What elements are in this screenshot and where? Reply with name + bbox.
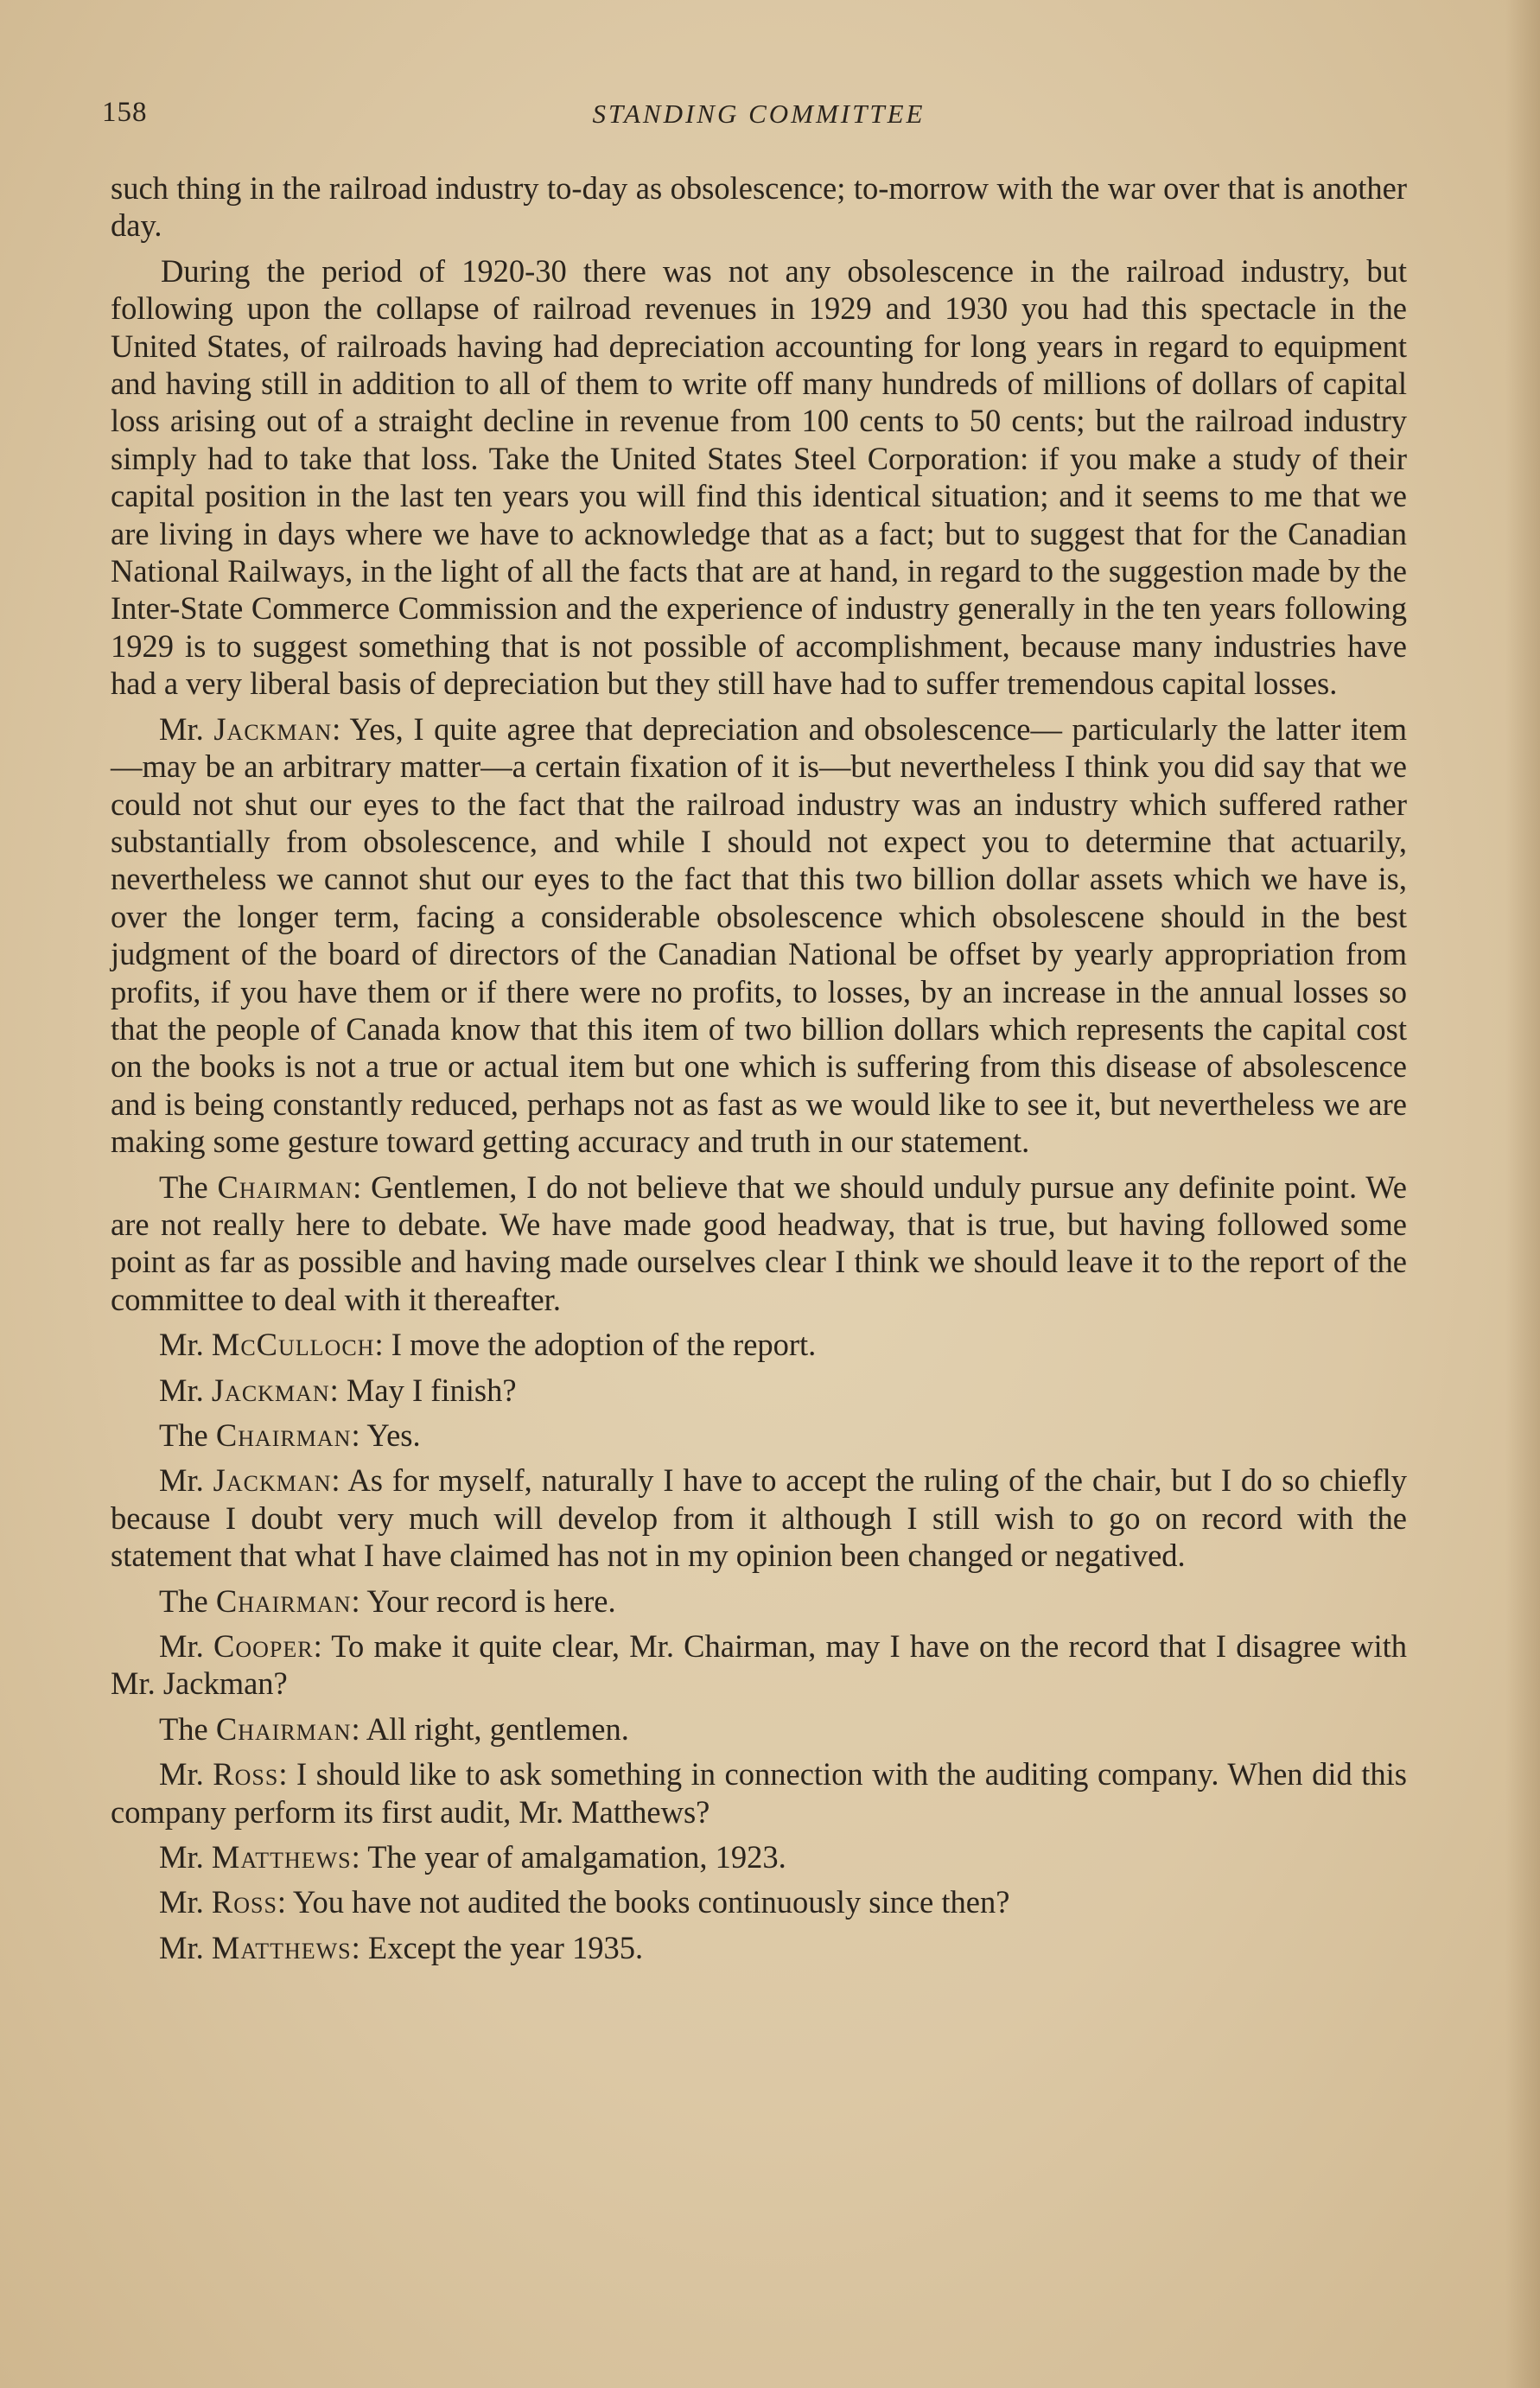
- speaker-name: Ross: [213, 1756, 279, 1793]
- speaker-prefix: Mr.: [159, 1929, 204, 1965]
- speech-chairman-1: The Chairman: Gentlemen, I do not believe that we should unduly pursue any definite point. We are not really here to debate. We have made good headway, that is true, but having followed some point as far as possible and having made ourselves clear I think we should leave it to the report of the committee to deal with it thereafter.: [111, 1169, 1407, 1317]
- speaker-prefix: Mr.: [159, 1327, 204, 1363]
- speaker-prefix: Mr.: [159, 1462, 204, 1499]
- running-head: STANDING COMMITTEE: [592, 99, 926, 129]
- speech-ross-1: Mr. Ross: I should like to ask something in connection with the auditing company. When did this company perform its first audit, Mr. Matthews?: [111, 1756, 1407, 1830]
- speaker-prefix: Mr.: [159, 1839, 204, 1875]
- speaker-prefix: The: [159, 1582, 208, 1619]
- speech-cooper-1: Mr. Cooper: To make it quite clear, Mr. Chairman, may I have on the record that I disagree with Mr. Jackman?: [111, 1628, 1407, 1702]
- speaker-prefix: The: [159, 1417, 208, 1453]
- speaker-name: Chairman: [217, 1169, 353, 1205]
- page-header: [102, 97, 1416, 140]
- speech-text: May I finish?: [346, 1372, 517, 1408]
- speaker-prefix: Mr.: [159, 1372, 204, 1408]
- speaker-prefix: Mr.: [159, 710, 204, 747]
- speech-text: Gentlemen, I do not believe that we should unduly pursue any definite point. We are not really here to debate. We have made good headway, that is true, but having followed some point as far as possible and having made ourselves clear I think we should leave it to the report of the committee to deal with it thereafter.: [111, 1169, 1407, 1317]
- speech-chairman-4: The Chairman: All right, gentlemen.: [159, 1710, 629, 1747]
- page-edge-shadow: [1505, 0, 1540, 2388]
- speaker-name: Jackman: [213, 710, 333, 747]
- speech-jackman-1: Mr. Jackman: Yes, I quite agree that depreciation and obsolescence— particularly the latter item—may be an arbitrary matter—a certain fixation of it is—but nevertheless I think you did say that we could not shut our eyes to the fact that the railroad industry was an industry which suffered rather substantially from obsolescence, and while I should not expect you to determine that actuarily, nevertheless we cannot shut our eyes to the fact that this two billion dollar assets which we have is, over the longer term, facing a considerable obsolescence which obsolescene should in the best judgment of the board of directors of the Canadian National be offset by yearly appropriation from profits, if you have them or if there were no profits, to losses, by an increase in the annual losses so that the people of Canada know that this item of two billion dollars which represents the capital cost on the books is not a true or actual item but one which is suffering from this disease of absolescence and is being constantly reduced, perhaps not as fast as we would like to see it, but nevertheless we are making some gesture toward getting accuracy and truth in our statement.: [111, 710, 1407, 1160]
- page-number: 158: [102, 97, 148, 128]
- speaker-name: Matthews: [211, 1929, 352, 1965]
- speech-text: I move the adoption of the report.: [391, 1327, 817, 1363]
- speech-text: To make it quite clear, Mr. Chairman, may I have on the record that I disagree with Mr. Jackman?: [111, 1628, 1407, 1702]
- speech-text: The year of amalgamation, 1923.: [367, 1839, 786, 1875]
- speech-matthews-1: Mr. Matthews: The year of amalgamation, 1923.: [159, 1839, 786, 1875]
- paragraph: such thing in the railroad industry to-day as obsolescence; to-morrow with the war over that is another day.: [111, 170, 1407, 244]
- speaker-name: Cooper: [213, 1628, 314, 1665]
- speech-matthews-2: Mr. Matthews: Except the year 1935.: [159, 1929, 644, 1965]
- speaker-name: Chairman: [215, 1417, 352, 1453]
- speech-chairman-2: The Chairman: Yes.: [159, 1417, 421, 1453]
- speech-text: All right, gentlemen.: [366, 1710, 629, 1747]
- speaker-name: Chairman: [215, 1582, 352, 1619]
- speaker-name: McCulloch: [211, 1327, 375, 1363]
- speech-text: I should like to ask something in connection with the auditing company. When did this company perform its first audit, Mr. Matthews?: [111, 1756, 1407, 1830]
- speech-mcculloch-1: Mr. McCulloch: I move the adoption of the report.: [159, 1327, 817, 1363]
- speaker-prefix: Mr.: [159, 1628, 204, 1665]
- speaker-name: Chairman: [215, 1710, 352, 1747]
- body-text: [111, 169, 1407, 1974]
- speech-jackman-2: Mr. Jackman: May I finish?: [159, 1372, 517, 1408]
- speaker-prefix: The: [159, 1169, 208, 1205]
- speaker-name: Jackman: [213, 1462, 332, 1499]
- paragraph: During the period of 1920-30 there was not any obsolescence in the railroad industry, but following upon the collapse of railroad revenues in 1929 and 1930 you had this spectacle in the United States, of railroads having had depreciation accounting for long years in regard to equipment and having still in addition to all of them to write off many hundreds of millions of dollars of capital loss arising out of a straight decline in revenue from 100 cents to 50 cents; but the railroad industry simply had to take that loss. Take the United States Steel Corporation: if you make a study of their capital position in the last ten years you will find this identical situation; and it seems to me that we are living in days where we have to acknowledge that as a fact; but to suggest that for the Canadian National Railways, in the light of all the facts that are at hand, in regard to the suggestion made by the Inter-State Commerce Commission and the experience of industry generally in the ten years following 1929 is to suggest something that is not possible of accomplishment, because many industries have had a very liberal basis of depreciation but they still have had to suffer tremendous capital losses.: [111, 252, 1407, 702]
- speaker-name: Matthews: [211, 1839, 352, 1875]
- speech-text: As for myself, naturally I have to accept the ruling of the chair, but I do so chiefly because I doubt very much will develop from it although I still wish to go on record with the statement that what I have claimed has not in my opinion been changed or negatived.: [111, 1462, 1407, 1574]
- speech-text: Your record is here.: [366, 1582, 616, 1619]
- speech-text: You have not audited the books continuously since then?: [292, 1884, 1010, 1920]
- speech-text: Yes, I quite agree that depreciation and obsolescence— particularly the latter item—may be an arbitrary matter—a certain fixation of it is—but nevertheless I think you did say that we could not shut our eyes to the fact that the railroad industry was an industry which suffered rather substantially from obsolescence, and while I should not expect you to determine that actuarily, nevertheless we cannot shut our eyes to the fact that this two billion dollar assets which we have is, over the longer term, facing a considerable obsolescence which obsolescene should in the best judgment of the board of directors of the Canadian National be offset by yearly appropriation from profits, if you have them or if there were no profits, to losses, by an increase in the annual losses so that the people of Canada know that this item of two billion dollars which represents the capital cost on the books is not a true or actual item but one which is suffering from this disease of absolescence and is being constantly reduced, perhaps not as fast as we would like to see it, but nevertheless we are making some gesture toward getting accuracy and truth in our statement.: [111, 710, 1407, 1160]
- speaker-prefix: Mr.: [159, 1756, 204, 1793]
- speaker-prefix: The: [159, 1710, 208, 1747]
- speech-ross-2: Mr. Ross: You have not audited the books continuously since then?: [159, 1884, 1010, 1920]
- speaker-name: Ross: [211, 1884, 277, 1920]
- speaker-name: Jackman: [211, 1372, 330, 1408]
- speech-jackman-3: Mr. Jackman: As for myself, naturally I have to accept the ruling of the chair, but I do so chiefly because I doubt very much will develop from it although I still wish to go on record with the statement that what I have claimed has not in my opinion been changed or negatived.: [111, 1462, 1407, 1574]
- speech-text: Yes.: [366, 1417, 421, 1453]
- speech-chairman-3: The Chairman: Your record is here.: [159, 1582, 616, 1619]
- speaker-prefix: Mr.: [159, 1884, 204, 1920]
- speech-text: Except the year 1935.: [367, 1929, 644, 1965]
